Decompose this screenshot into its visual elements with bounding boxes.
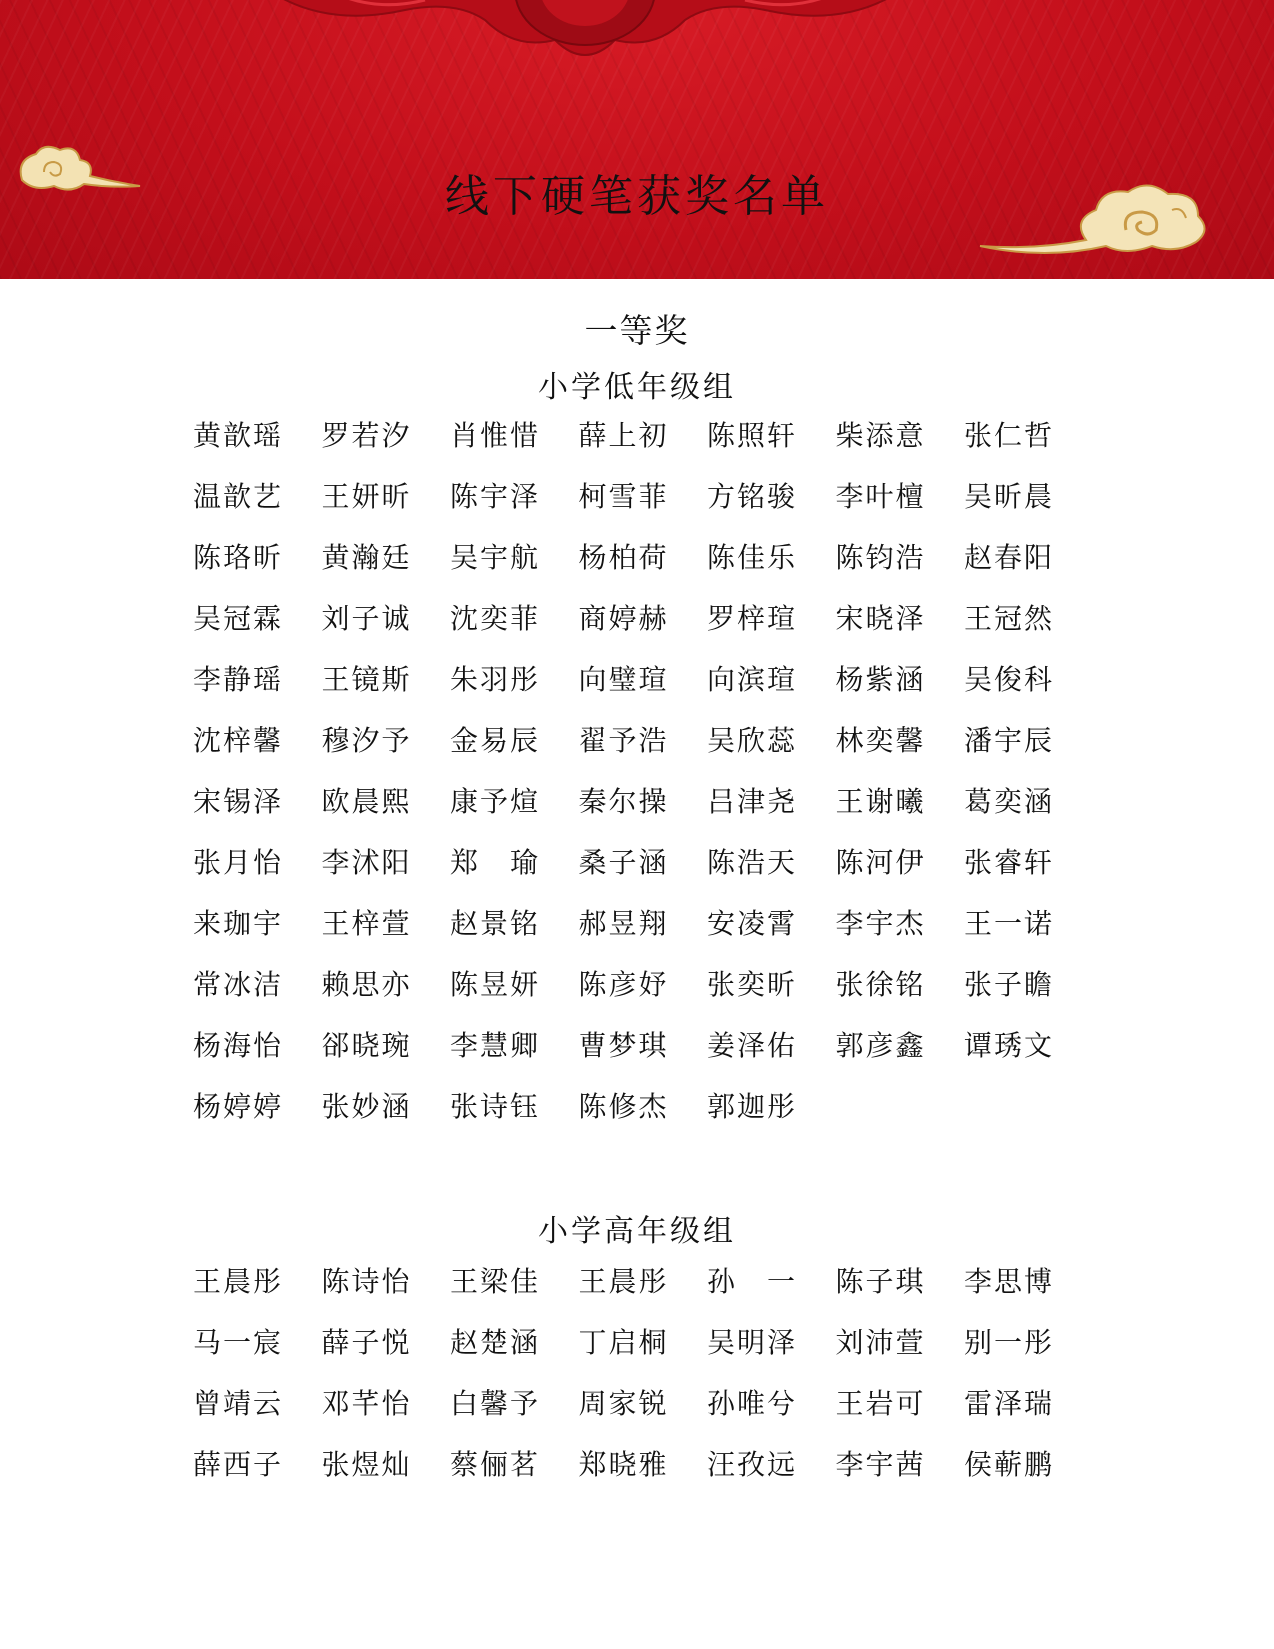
winner-name: 张仁哲 bbox=[964, 419, 1055, 452]
winner-name: 常冰洁 bbox=[193, 968, 284, 1001]
winner-name: 王冠然 bbox=[964, 602, 1055, 635]
winner-name: 杨柏荷 bbox=[578, 541, 669, 574]
winner-name: 李叶檀 bbox=[835, 480, 926, 513]
winner-name: 潘宇辰 bbox=[964, 724, 1055, 757]
winner-name: 赵楚涵 bbox=[450, 1326, 541, 1359]
winner-name: 谭琇文 bbox=[964, 1029, 1055, 1062]
winner-name: 温歆艺 bbox=[193, 480, 284, 513]
winner-name: 李沭阳 bbox=[321, 846, 412, 879]
winner-name: 张煜灿 bbox=[321, 1448, 412, 1481]
winner-name: 张睿轩 bbox=[964, 846, 1055, 879]
winner-name: 张子瞻 bbox=[964, 968, 1055, 1001]
winner-name: 林奕馨 bbox=[835, 724, 926, 757]
winner-name: 张月怡 bbox=[193, 846, 284, 879]
winner-name: 赵春阳 bbox=[964, 541, 1055, 574]
winner-name: 王岩可 bbox=[835, 1387, 926, 1420]
winner-name: 柴添意 bbox=[835, 419, 926, 452]
winner-name: 吴俊科 bbox=[964, 663, 1055, 696]
winner-name: 金易辰 bbox=[450, 724, 541, 757]
winner-name: 张诗钰 bbox=[450, 1090, 541, 1123]
group-title-upper-grade: 小学高年级组 bbox=[538, 1214, 736, 1249]
winner-name: 薛子悦 bbox=[321, 1326, 412, 1359]
winner-name: 雷泽瑞 bbox=[964, 1387, 1055, 1420]
winner-name: 沈梓馨 bbox=[193, 724, 284, 757]
winner-name: 陈诗怡 bbox=[321, 1265, 412, 1298]
winner-name: 吕津尧 bbox=[707, 785, 798, 818]
winner-name: 蔡俪茗 bbox=[450, 1448, 541, 1481]
winner-name: 黄歆瑶 bbox=[193, 419, 284, 452]
winner-name: 王晨彤 bbox=[193, 1265, 284, 1298]
winner-name: 李宇杰 bbox=[835, 907, 926, 940]
winner-name: 杨紫涵 bbox=[835, 663, 926, 696]
winner-name: 陈照轩 bbox=[707, 419, 798, 452]
winner-name: 王晨彤 bbox=[578, 1265, 669, 1298]
winner-name: 王一诺 bbox=[964, 907, 1055, 940]
winner-name: 赖思亦 bbox=[321, 968, 412, 1001]
winner-name: 白馨予 bbox=[450, 1387, 541, 1420]
winner-name: 郭迦彤 bbox=[707, 1090, 798, 1123]
winner-name: 吴欣蕊 bbox=[707, 724, 798, 757]
winner-name: 吴冠霖 bbox=[193, 602, 284, 635]
winner-name: 向滨瑄 bbox=[707, 663, 798, 696]
winner-name: 郑晓雅 bbox=[578, 1448, 669, 1481]
winner-name: 周家锐 bbox=[578, 1387, 669, 1420]
winner-name: 别一彤 bbox=[964, 1326, 1055, 1359]
winner-name: 李静瑶 bbox=[193, 663, 284, 696]
winner-name: 吴宇航 bbox=[450, 541, 541, 574]
winner-name: 王镜斯 bbox=[321, 663, 412, 696]
name-grid-upper-grade bbox=[193, 1262, 1093, 1506]
winner-name: 刘沛萱 bbox=[835, 1326, 926, 1359]
page-title: 线下硬笔获奖名单 bbox=[445, 171, 829, 222]
winner-name: 孙唯兮 bbox=[707, 1387, 798, 1420]
winner-name: 王谢曦 bbox=[835, 785, 926, 818]
winner-name: 姜泽佑 bbox=[707, 1029, 798, 1062]
winner-name: 李思博 bbox=[964, 1265, 1055, 1298]
winner-name: 黄瀚廷 bbox=[321, 541, 412, 574]
winner-name: 翟予浩 bbox=[578, 724, 669, 757]
winner-name: 邓芊怡 bbox=[321, 1387, 412, 1420]
winner-name: 李慧卿 bbox=[450, 1029, 541, 1062]
winner-name: 向璧瑄 bbox=[578, 663, 669, 696]
winner-name: 沈奕菲 bbox=[450, 602, 541, 635]
winner-name: 陈佳乐 bbox=[707, 541, 798, 574]
winner-name: 王梁佳 bbox=[450, 1265, 541, 1298]
winner-name: 陈珞昕 bbox=[193, 541, 284, 574]
header-banner bbox=[0, 0, 1274, 279]
winner-name: 来珈宇 bbox=[193, 907, 284, 940]
winner-name: 安凌霄 bbox=[707, 907, 798, 940]
flower-medallion-icon bbox=[255, 0, 915, 80]
winner-name: 孙 一 bbox=[707, 1265, 798, 1298]
winner-name: 曾靖云 bbox=[193, 1387, 284, 1420]
name-grid-lower-grade bbox=[193, 416, 1093, 1148]
winner-name: 薛西子 bbox=[193, 1448, 284, 1481]
winner-name: 郭彦鑫 bbox=[835, 1029, 926, 1062]
winner-name: 张妙涵 bbox=[321, 1090, 412, 1123]
winner-name: 陈修杰 bbox=[578, 1090, 669, 1123]
winner-name: 郑 瑜 bbox=[450, 846, 541, 879]
winner-name: 商婷赫 bbox=[578, 602, 669, 635]
winner-name: 陈浩天 bbox=[707, 846, 798, 879]
winner-name: 罗梓瑄 bbox=[707, 602, 798, 635]
winner-name: 肖惟惜 bbox=[450, 419, 541, 452]
winner-name: 曹梦琪 bbox=[578, 1029, 669, 1062]
winner-name: 罗若汐 bbox=[321, 419, 412, 452]
winner-name: 王梓萱 bbox=[321, 907, 412, 940]
winner-name: 穆汐予 bbox=[321, 724, 412, 757]
winner-name: 陈钧浩 bbox=[835, 541, 926, 574]
group-title-lower-grade: 小学低年级组 bbox=[538, 370, 736, 405]
winner-name: 秦尔操 bbox=[578, 785, 669, 818]
winner-name: 马一宸 bbox=[193, 1326, 284, 1359]
winner-name: 侯蕲鹏 bbox=[964, 1448, 1055, 1481]
winner-name: 方铭骏 bbox=[707, 480, 798, 513]
winner-name: 郤晓琬 bbox=[321, 1029, 412, 1062]
winner-name: 薛上初 bbox=[578, 419, 669, 452]
winner-name: 杨海怡 bbox=[193, 1029, 284, 1062]
winner-name: 丁启桐 bbox=[578, 1326, 669, 1359]
winner-name: 柯雪菲 bbox=[578, 480, 669, 513]
award-heading: 一等奖 bbox=[584, 311, 690, 350]
winner-name: 陈彦妤 bbox=[578, 968, 669, 1001]
winner-name: 欧晨熙 bbox=[321, 785, 412, 818]
winner-name: 赵景铭 bbox=[450, 907, 541, 940]
winner-name: 汪孜远 bbox=[707, 1448, 798, 1481]
winner-name: 桑子涵 bbox=[578, 846, 669, 879]
winner-name: 陈宇泽 bbox=[450, 480, 541, 513]
winner-name: 郝昱翔 bbox=[578, 907, 669, 940]
winner-name: 王妍昕 bbox=[321, 480, 412, 513]
winner-name: 朱羽彤 bbox=[450, 663, 541, 696]
winner-name: 陈子琪 bbox=[835, 1265, 926, 1298]
winner-name: 吴昕晨 bbox=[964, 480, 1055, 513]
winner-name: 吴明泽 bbox=[707, 1326, 798, 1359]
winner-name: 张奕昕 bbox=[707, 968, 798, 1001]
winner-name: 李宇茜 bbox=[835, 1448, 926, 1481]
winner-name: 张徐铭 bbox=[835, 968, 926, 1001]
winner-name: 宋锡泽 bbox=[193, 785, 284, 818]
winner-name: 陈河伊 bbox=[835, 846, 926, 879]
winner-name: 刘子诚 bbox=[321, 602, 412, 635]
winner-name: 康予煊 bbox=[450, 785, 541, 818]
winner-name: 陈昱妍 bbox=[450, 968, 541, 1001]
winner-name: 杨婷婷 bbox=[193, 1090, 284, 1123]
winner-name: 葛奕涵 bbox=[964, 785, 1055, 818]
winner-name: 宋晓泽 bbox=[835, 602, 926, 635]
